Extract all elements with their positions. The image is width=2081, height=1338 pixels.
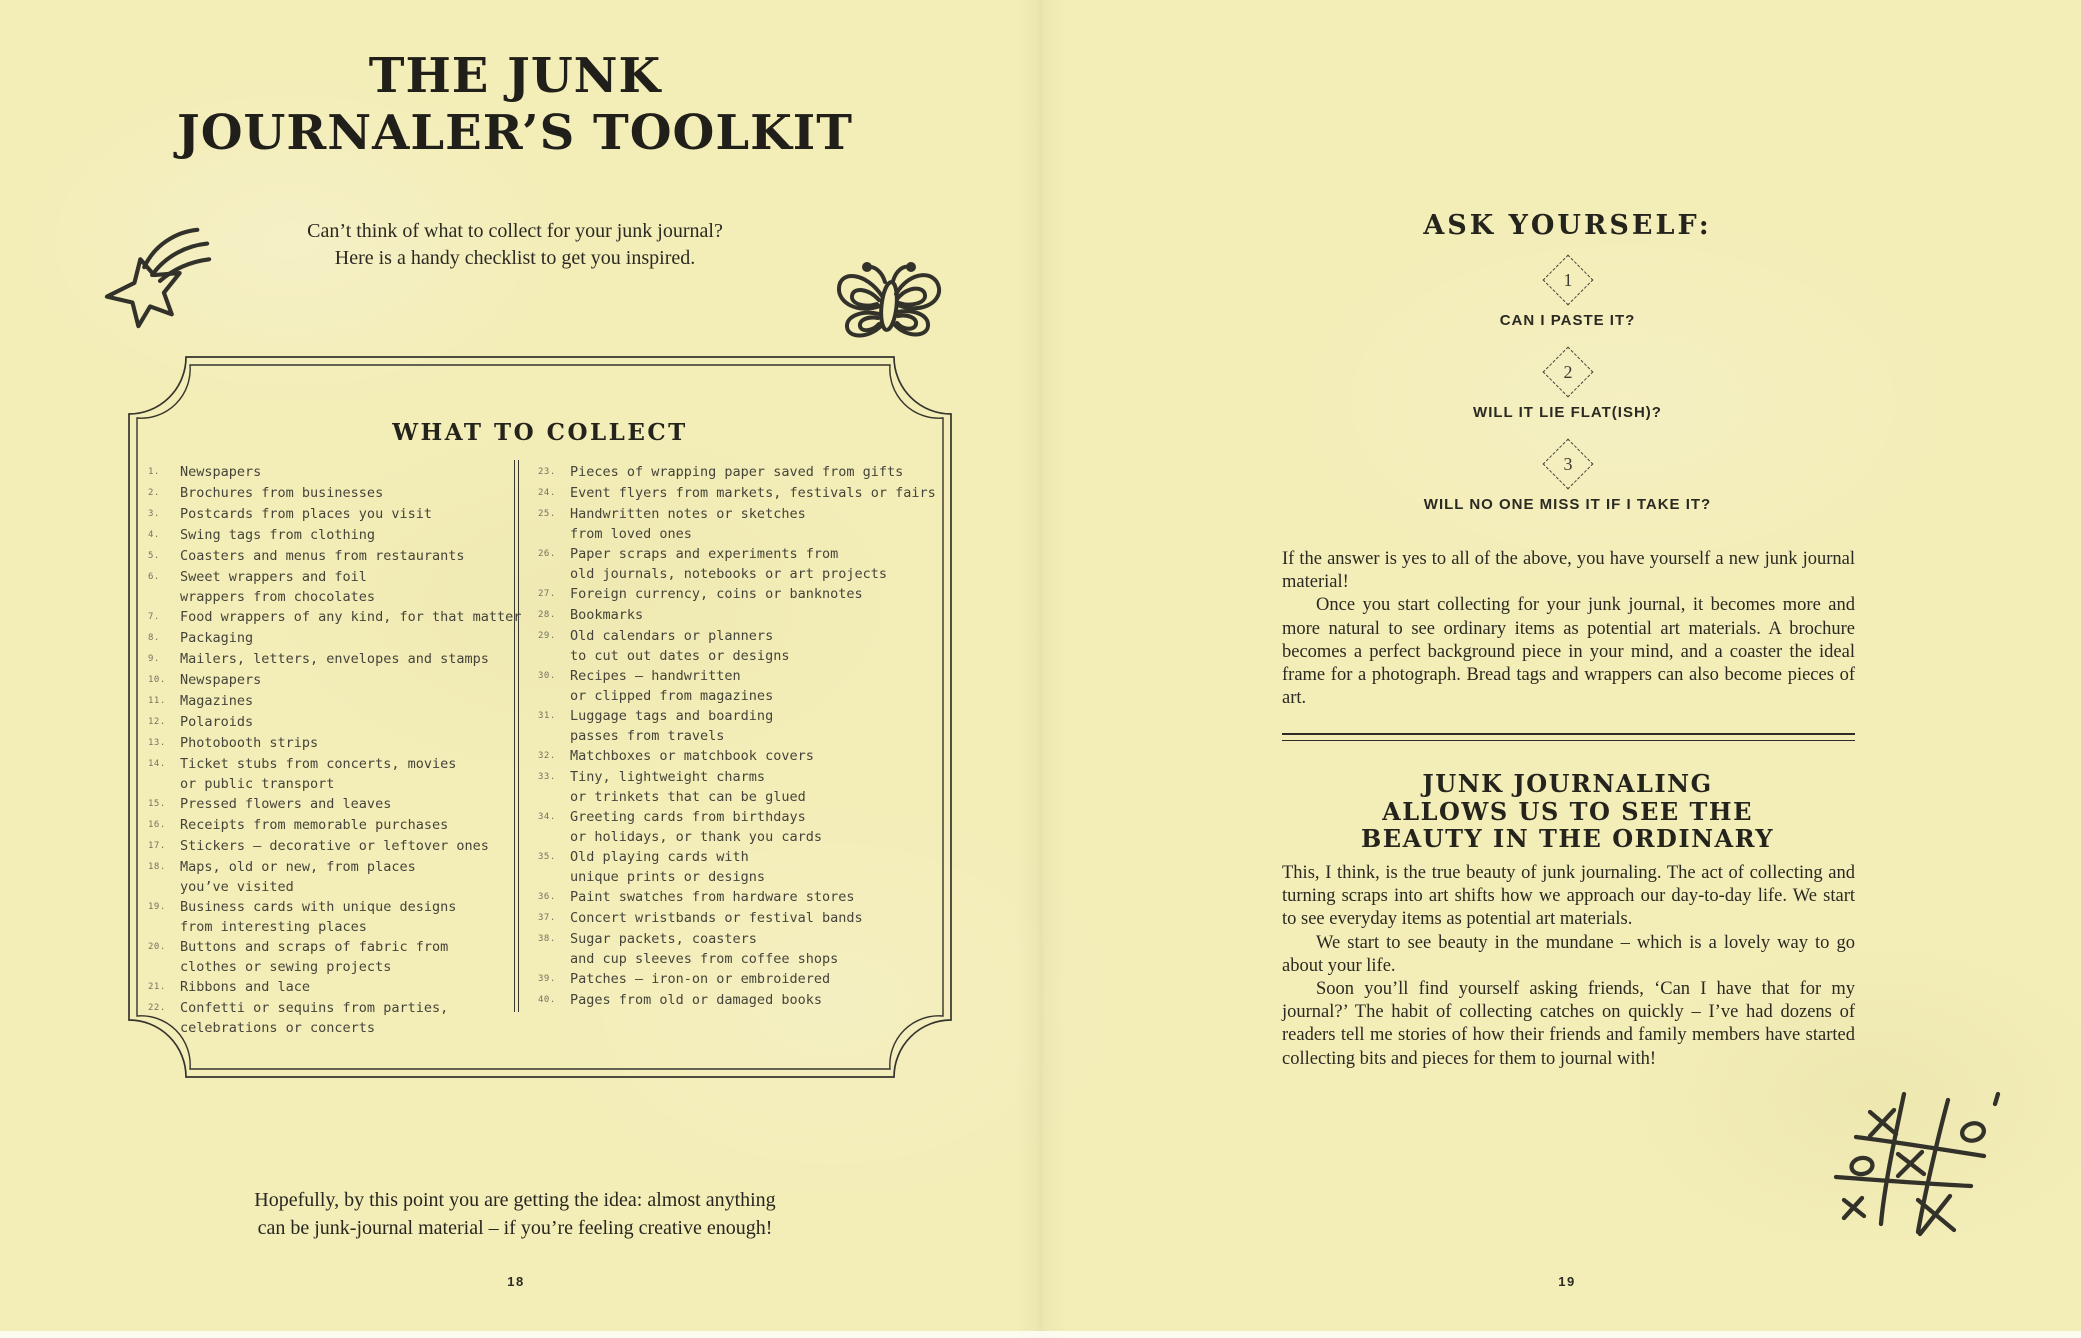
- checklist-item-text: Ribbons and lace: [180, 979, 311, 995]
- checklist-item-text: Old playing cards with unique prints or designs: [570, 849, 766, 885]
- diamond-wrap: [1280, 446, 1855, 482]
- checklist-item-text: Paint swatches from hardware stores: [570, 889, 855, 905]
- checklist-item-number: 33.: [538, 772, 556, 782]
- checklist-item-text: Stickers – decorative or leftover ones: [180, 838, 489, 854]
- checklist-item-number: 8.: [148, 633, 160, 643]
- checklist-item-text: Newspapers: [180, 672, 262, 688]
- checklist-item-text: Coasters and menus from restaurants: [180, 548, 465, 564]
- checklist-item-number: 10.: [148, 675, 166, 685]
- checklist-column-right: [538, 462, 950, 1011]
- checklist-item-number: 12.: [148, 717, 166, 727]
- answer-paragraphs: [1282, 548, 1855, 710]
- checklist-item-text: Tiny, lightweight charms or trinkets that can be glued: [570, 769, 806, 805]
- footer-note-line1: Hopefully, by this point you are getting the idea: almost anything: [254, 1189, 776, 1211]
- checklist-item-text: Patches – iron-on or embroidered: [570, 971, 831, 987]
- checklist-column-left: [148, 462, 522, 1038]
- checklist-item-number: 38.: [538, 934, 556, 944]
- diamond-number-icon: [1542, 255, 1593, 306]
- checklist-item-text: Sweet wrappers and foil wrappers from chocolates: [180, 569, 376, 605]
- checklist-item-number: 31.: [538, 711, 556, 721]
- question-label: WILL IT LIE FLAT(ISH)?: [1473, 404, 1662, 421]
- checklist-item: [538, 767, 950, 807]
- checklist-item: [538, 807, 950, 847]
- question-label: CAN I PASTE IT?: [1499, 312, 1636, 329]
- checklist-item-number: 7.: [148, 612, 160, 622]
- section-paragraph-1: This, I think, is the true beauty of junk journaling. The act of collecting and turning scraps into art shifts how we approach our day-to-day life. We start to see everyday items as potential art materials.: [1282, 863, 1855, 930]
- diamond-number-icon: [1542, 347, 1593, 398]
- page-title-line1: THE JUNK: [368, 48, 662, 104]
- checklist-item-number: 25.: [538, 509, 556, 519]
- checklist-item-text: Buttons and scraps of fabric from clothes or sewing projects: [180, 939, 449, 975]
- answer-paragraph-2: Once you start collecting for your junk journal, it becomes more and more natural to see ordinary items as potential art materials. A brochure becomes a perfect background piece in your mind, and a coaster the ideal frame for a photograph. Bread tags and wrappers can also become pieces of art.: [1282, 595, 1855, 709]
- diamond-wrap: [1280, 262, 1855, 298]
- checklist-item-number: 24.: [538, 488, 556, 498]
- checklist-item: [148, 937, 510, 977]
- checklist-item: [538, 544, 950, 584]
- checklist-item: [538, 990, 950, 1011]
- checklist-item-text: Greeting cards from birthdays or holidays, or thank you cards: [570, 809, 822, 845]
- checklist-item: [538, 462, 950, 483]
- checklist-item-text: Pages from old or damaged books: [570, 992, 822, 1008]
- checklist-item-text: Pieces of wrapping paper saved from gifts: [570, 464, 904, 480]
- checklist-item-number: 26.: [538, 549, 556, 559]
- checklist-item-number: 2.: [148, 488, 160, 498]
- checklist-item: [538, 584, 950, 605]
- checklist-item: [148, 483, 510, 504]
- checklist-item-text: Old calendars or planners to cut out dates or designs: [570, 628, 790, 664]
- page-bottom-edge: [0, 1331, 2081, 1338]
- checklist-item-text: Business cards with unique designs from interesting places: [180, 899, 457, 935]
- checklist-item-number: 4.: [148, 530, 160, 540]
- section-divider-rule: [1282, 733, 1855, 741]
- checklist-item-number: 22.: [148, 1003, 166, 1013]
- checklist-item-text: Food wrappers of any kind, for that matter: [180, 609, 522, 625]
- question-number: 2: [1563, 361, 1572, 382]
- checklist-item-number: 32.: [538, 751, 556, 761]
- page-number-left: 18: [507, 1274, 525, 1289]
- checklist-item: [538, 969, 950, 990]
- question-1: [1280, 262, 1855, 329]
- checklist-item-text: Concert wristbands or festival bands: [570, 910, 863, 926]
- checklist-item-text: Polaroids: [180, 714, 254, 730]
- checklist-item: [148, 546, 510, 567]
- checklist-item: [148, 691, 510, 712]
- column-divider: [514, 460, 519, 1012]
- checklist-item-number: 35.: [538, 852, 556, 862]
- checklist-item-text: Pressed flowers and leaves: [180, 796, 392, 812]
- checklist-item-number: 20.: [148, 942, 166, 952]
- checklist-item-number: 14.: [148, 759, 166, 769]
- checklist-item-number: 3.: [148, 509, 160, 519]
- checklist-item: [148, 897, 510, 937]
- checklist-item-number: 11.: [148, 696, 166, 706]
- checklist-item: [148, 998, 510, 1038]
- checklist-item-text: Matchboxes or matchbook covers: [570, 748, 814, 764]
- checklist-item-text: Swing tags from clothing: [180, 527, 376, 543]
- checklist-item: [538, 847, 950, 887]
- checklist-item: [148, 836, 510, 857]
- checklist-item: [148, 670, 510, 691]
- checklist-item-text: Magazines: [180, 693, 254, 709]
- checklist-item: [148, 504, 510, 525]
- checklist-item-number: 13.: [148, 738, 166, 748]
- answer-paragraph-1: If the answer is yes to all of the above, you have yourself a new junk journal material!: [1282, 549, 1855, 593]
- page-title-line2: JOURNALER’S TOOLKIT: [177, 105, 853, 161]
- checklist-item-number: 6.: [148, 572, 160, 582]
- checklist-item-number: 34.: [538, 812, 556, 822]
- section-paragraph-2: We start to see beauty in the mundane – which is a lovely way to go about your life.: [1282, 932, 1855, 976]
- checklist-item-text: Brochures from businesses: [180, 485, 384, 501]
- checklist-item-text: Handwritten notes or sketches from loved ones: [570, 506, 806, 542]
- checklist-item-text: Receipts from memorable purchases: [180, 817, 449, 833]
- section-heading-line1: JUNK JOURNALING: [1422, 769, 1713, 798]
- checklist-item-number: 37.: [538, 913, 556, 923]
- checklist-item-number: 27.: [538, 589, 556, 599]
- checklist-item-number: 30.: [538, 671, 556, 681]
- butterfly-icon: [832, 246, 950, 354]
- checklist-item-number: 29.: [538, 631, 556, 641]
- checklist-item-number: 9.: [148, 654, 160, 664]
- checklist-item-text: Recipes – handwritten or clipped from magazines: [570, 668, 774, 704]
- checklist-item: [148, 977, 510, 998]
- checklist-item-text: Newspapers: [180, 464, 262, 480]
- checklist-item: [148, 462, 510, 483]
- question-label: WILL NO ONE MISS IT IF I TAKE IT?: [1423, 496, 1712, 513]
- checklist-item-number: 40.: [538, 995, 556, 1005]
- checklist-item-number: 1.: [148, 467, 160, 477]
- checklist-item-text: Event flyers from markets, festivals or fairs: [570, 485, 936, 501]
- checklist-item-number: 21.: [148, 982, 166, 992]
- section-heading-line3: BEAUTY IN THE ORDINARY: [1361, 824, 1774, 853]
- checklist-item: [148, 857, 510, 897]
- checklist-item-number: 18.: [148, 862, 166, 872]
- intro-subtitle: [115, 218, 915, 272]
- checklist-item: [148, 733, 510, 754]
- shooting-star-icon: [95, 218, 223, 334]
- checklist-heading: WHAT TO COLLECT: [392, 419, 688, 446]
- checklist-item: [538, 887, 950, 908]
- checklist-item-number: 15.: [148, 799, 166, 809]
- checklist-item: [148, 712, 510, 733]
- page-title: [115, 48, 915, 162]
- checklist-item: [148, 525, 510, 546]
- page-number-right: 19: [1558, 1274, 1576, 1289]
- checklist-item-text: Packaging: [180, 630, 254, 646]
- question-3: [1280, 446, 1855, 513]
- footer-note: [115, 1186, 915, 1242]
- checklist-item-number: 39.: [538, 974, 556, 984]
- question-number: 1: [1563, 269, 1572, 290]
- checklist-item-number: 23.: [538, 467, 556, 477]
- checklist-item-number: 19.: [148, 902, 166, 912]
- checklist-item: [148, 815, 510, 836]
- checklist-item-number: 36.: [538, 892, 556, 902]
- tic-tac-toe-icon: [1826, 1082, 2031, 1247]
- section-paragraph-3: Soon you’ll find yourself asking friends, ‘Can I have that for my journal?’ The habit of collecting catches on quickly – I’ve had dozens of readers tell me stories of how their friends and family members have started collecting bits and pieces for them to journal with!: [1282, 979, 1855, 1069]
- checklist-item-text: Luggage tags and boarding passes from travels: [570, 708, 774, 744]
- question-2: [1280, 354, 1855, 421]
- intro-subtitle-line2: Here is a handy checklist to get you inspired.: [334, 247, 696, 269]
- section-paragraphs: [1282, 862, 1855, 1071]
- checklist-item: [148, 567, 510, 607]
- checklist-item-text: Foreign currency, coins or banknotes: [570, 586, 863, 602]
- checklist-item: [538, 504, 950, 544]
- diamond-wrap: [1280, 354, 1855, 390]
- page-gutter: [1016, 0, 1066, 1338]
- checklist-item-text: Photobooth strips: [180, 735, 319, 751]
- diamond-number-icon: [1542, 439, 1593, 490]
- checklist-item-text: Sugar packets, coasters and cup sleeves from coffee shops: [570, 931, 839, 967]
- checklist-item: [148, 649, 510, 670]
- checklist-item-text: Postcards from places you visit: [180, 506, 432, 522]
- checklist-item: [148, 607, 522, 628]
- checklist-item-text: Maps, old or new, from places you’ve visited: [180, 859, 416, 895]
- section-heading: [1280, 770, 1855, 853]
- checklist-item: [538, 605, 950, 626]
- checklist-item-text: Confetti or sequins from parties, celebrations or concerts: [180, 1000, 449, 1036]
- checklist-item: [538, 908, 950, 929]
- checklist-item: [148, 628, 510, 649]
- checklist-item-text: Bookmarks: [570, 607, 644, 623]
- checklist-item-number: 17.: [148, 841, 166, 851]
- checklist-item: [538, 626, 950, 666]
- ask-yourself-heading: ASK YOURSELF:: [1423, 210, 1712, 241]
- checklist-item-text: Paper scraps and experiments from old journals, notebooks or art projects: [570, 546, 887, 582]
- section-heading-line2: ALLOWS US TO SEE THE: [1382, 796, 1753, 826]
- checklist-item: [538, 666, 950, 706]
- checklist-item: [538, 483, 950, 504]
- question-number: 3: [1563, 453, 1572, 474]
- checklist-item-text: Ticket stubs from concerts, movies or public transport: [180, 756, 457, 792]
- checklist-item: [538, 746, 950, 767]
- checklist-item: [538, 929, 950, 969]
- checklist-item: [148, 754, 510, 794]
- checklist-item: [148, 794, 510, 815]
- intro-subtitle-line1: Can’t think of what to collect for your junk journal?: [307, 220, 723, 242]
- checklist-item-number: 5.: [148, 551, 160, 561]
- footer-note-line2: can be junk-journal material – if you’re feeling creative enough!: [257, 1217, 773, 1239]
- checklist-item-text: Mailers, letters, envelopes and stamps: [180, 651, 489, 667]
- checklist-item: [538, 706, 950, 746]
- checklist-item-number: 28.: [538, 610, 556, 620]
- checklist-item-number: 16.: [148, 820, 166, 830]
